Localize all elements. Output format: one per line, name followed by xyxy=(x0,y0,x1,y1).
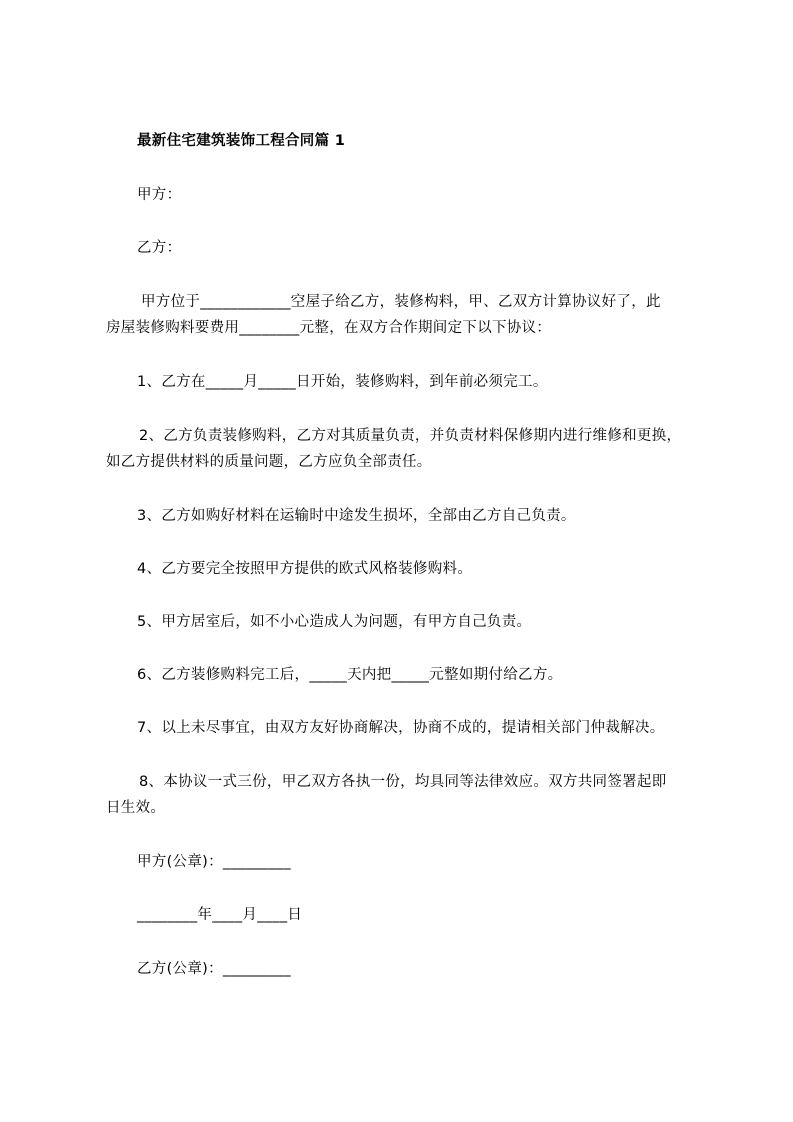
clause-2-line-1: 2、乙方负责装修购料，乙方对其质量负责，并负责材料保修期内进行维修和更换， xyxy=(139,428,682,444)
party-a-seal-line: 甲方(公章)：_________ xyxy=(137,854,291,870)
intro-line-1: 甲方位于____________空屋子给乙方，装修构料，甲、乙双方计算协议好了，此 xyxy=(141,294,661,310)
party-a-label: 甲方： xyxy=(137,187,182,203)
clause-3: 3、乙方如购好材料在运输时中途发生损坏，全部由乙方自己负责。 xyxy=(137,508,576,524)
party-b-label: 乙方： xyxy=(137,240,182,256)
document-title: 最新住宅建筑装饰工程合同篇 1 xyxy=(137,133,346,149)
clause-8-line-1: 8、本协议一式三份，甲乙双方各执一份，均具同等法律效应。双方共同签署起即 xyxy=(139,774,667,790)
intro-line-2: 房屋装修购料要费用________元整，在双方合作期间定下以下协议： xyxy=(106,320,552,336)
clause-5: 5、甲方居室后，如不小心造成人为问题，有甲方自己负责。 xyxy=(137,614,532,630)
clause-7: 7、以上未尽事宜，由双方友好协商解决，协商不成的，提请相关部门仲裁解决。 xyxy=(137,720,665,736)
clause-6: 6、乙方装修购料完工后，_____天内把_____元整如期付给乙方。 xyxy=(137,667,563,683)
clause-1: 1、乙方在_____月_____日开始，装修购料，到年前必须完工。 xyxy=(137,374,548,390)
clause-8-line-2: 日生效。 xyxy=(106,800,166,816)
clause-4: 4、乙方要完全按照甲方提供的欧式风格装修购料。 xyxy=(137,561,473,577)
party-b-seal-line: 乙方(公章)：_________ xyxy=(137,961,291,977)
signature-date-line: ________年____月____日 xyxy=(137,907,303,923)
clause-2-line-2: 如乙方提供材料的质量问题，乙方应负全部责任。 xyxy=(106,454,432,470)
